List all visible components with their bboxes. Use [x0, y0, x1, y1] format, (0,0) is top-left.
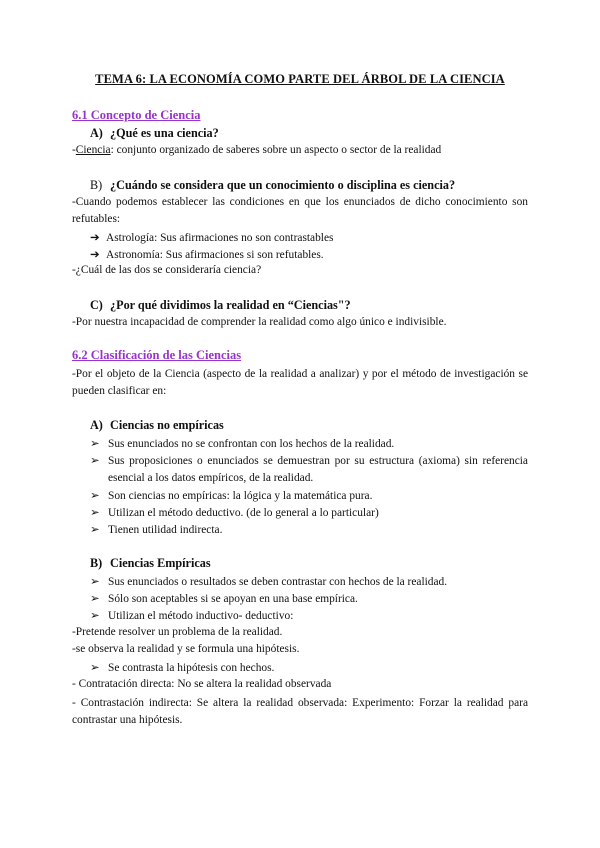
list-item-astrologia [90, 230, 333, 244]
question-b-number: B) [90, 178, 103, 192]
subsection-b-title: Ciencias Empíricas [110, 556, 211, 570]
bullet-icon: ➢ [90, 524, 100, 536]
contrastacion-indirecta: - Contrastación indirecta: Se altera la realidad observada: Experimento: Forzar la realidad para contrastar una hipótesis. [72, 697, 528, 727]
list-item-text: Utilizan el método inductivo- deductivo: [108, 610, 294, 622]
bullet-icon: ➢ [90, 507, 100, 519]
question-c-text: ¿Por qué dividimos la realidad en “Ciencias"? [110, 298, 351, 312]
definition-line [72, 144, 441, 156]
list-item [90, 505, 528, 522]
bullet-icon: ➢ [90, 662, 100, 674]
contrastacion-directa: - Contratación directa: No se altera la realidad observada [72, 678, 332, 690]
list-item [90, 453, 528, 488]
definition-term: Ciencia [75, 144, 111, 156]
bullet-icon: ➢ [90, 610, 100, 622]
subsection-a [90, 418, 224, 433]
question-b [90, 178, 455, 193]
list-item-text: Se contrasta la hipótesis con hechos. [108, 662, 275, 674]
question-b-text: ¿Cuándo se considera que un conocimiento o disciplina es ciencia? [110, 178, 456, 192]
list-item-text: Astrología: Sus afirmaciones no son contrastables [106, 232, 334, 244]
definition-text: : conjunto organizado de saberes sobre un aspecto o sector de la realidad [110, 144, 442, 156]
list-item-text: Utilizan el método deductivo. (de lo general a lo particular) [108, 507, 379, 519]
arrow-icon: ➔ [90, 232, 100, 244]
question-a-number: A) [90, 126, 103, 140]
list-item-text: Sus proposiciones o enunciados se demuestran por su estructura (axioma) sin referencia esencial a los datos empíricos, de la realidad. [108, 455, 528, 485]
list-item-text: Astronomía: Sus afirmaciones si son refutables. [106, 249, 324, 261]
classification-intro: -Por el objeto de la Ciencia (aspecto de la realidad a analizar) y por el método de investigación se pueden clasificar en: [72, 368, 528, 398]
section-heading-clasificacion: 6.2 Clasificación de las Ciencias [72, 348, 242, 362]
list-item [90, 436, 528, 453]
bullet-icon: ➢ [90, 490, 100, 502]
bullet-icon: ➢ [90, 455, 100, 467]
list-item-text: Tienen utilidad indirecta. [108, 524, 223, 536]
bullet-icon: ➢ [90, 593, 100, 605]
document-title: TEMA 6: LA ECONOMÍA COMO PARTE DEL ÁRBOL DE LA CIENCIA [95, 72, 505, 86]
bullet-icon: ➢ [90, 438, 100, 450]
definition-dash: - [72, 144, 76, 156]
question-c [90, 298, 351, 313]
question-b-answer: -Cuando podemos establecer las condiciones en que los enunciados de dicho conocimiento son refutables: [72, 196, 528, 226]
question-a [90, 126, 219, 141]
pretende-line: -Pretende resolver un problema de la realidad. [72, 626, 283, 638]
bullet-icon: ➢ [90, 576, 100, 588]
list-item-text: Sus enunciados no se confrontan con los hechos de la realidad. [108, 438, 395, 450]
subsection-a-number: A) [90, 418, 103, 432]
list-item-text: Sólo son aceptables si se apoyan en una base empírica. [108, 593, 358, 605]
list-item-text: Sus enunciados o resultados se deben contrastar con hechos de la realidad. [108, 576, 448, 588]
list-item-astronomia [90, 247, 324, 261]
list-item-text: Son ciencias no empíricas: la lógica y la matemática pura. [108, 490, 373, 502]
subsection-b [90, 556, 211, 571]
list-item [90, 591, 528, 608]
list-item [90, 488, 528, 505]
list-item [90, 608, 528, 625]
subsection-a-title: Ciencias no empíricas [110, 418, 224, 432]
arrow-icon: ➔ [90, 249, 100, 261]
question-line: -¿Cuál de las dos se consideraría ciencia? [72, 264, 262, 276]
list-item [90, 660, 528, 677]
question-c-answer: -Por nuestra incapacidad de comprender la realidad como algo único e indivisible. [72, 316, 447, 328]
list-item [90, 574, 528, 591]
question-a-text: ¿Qué es una ciencia? [110, 126, 219, 140]
list-item [90, 522, 528, 539]
question-c-number: C) [90, 298, 103, 312]
subsection-b-number: B) [90, 556, 103, 570]
observa-line: -se observa la realidad y se formula una hipótesis. [72, 643, 300, 655]
section-heading-concepto: 6.1 Concepto de Ciencia [72, 108, 201, 122]
